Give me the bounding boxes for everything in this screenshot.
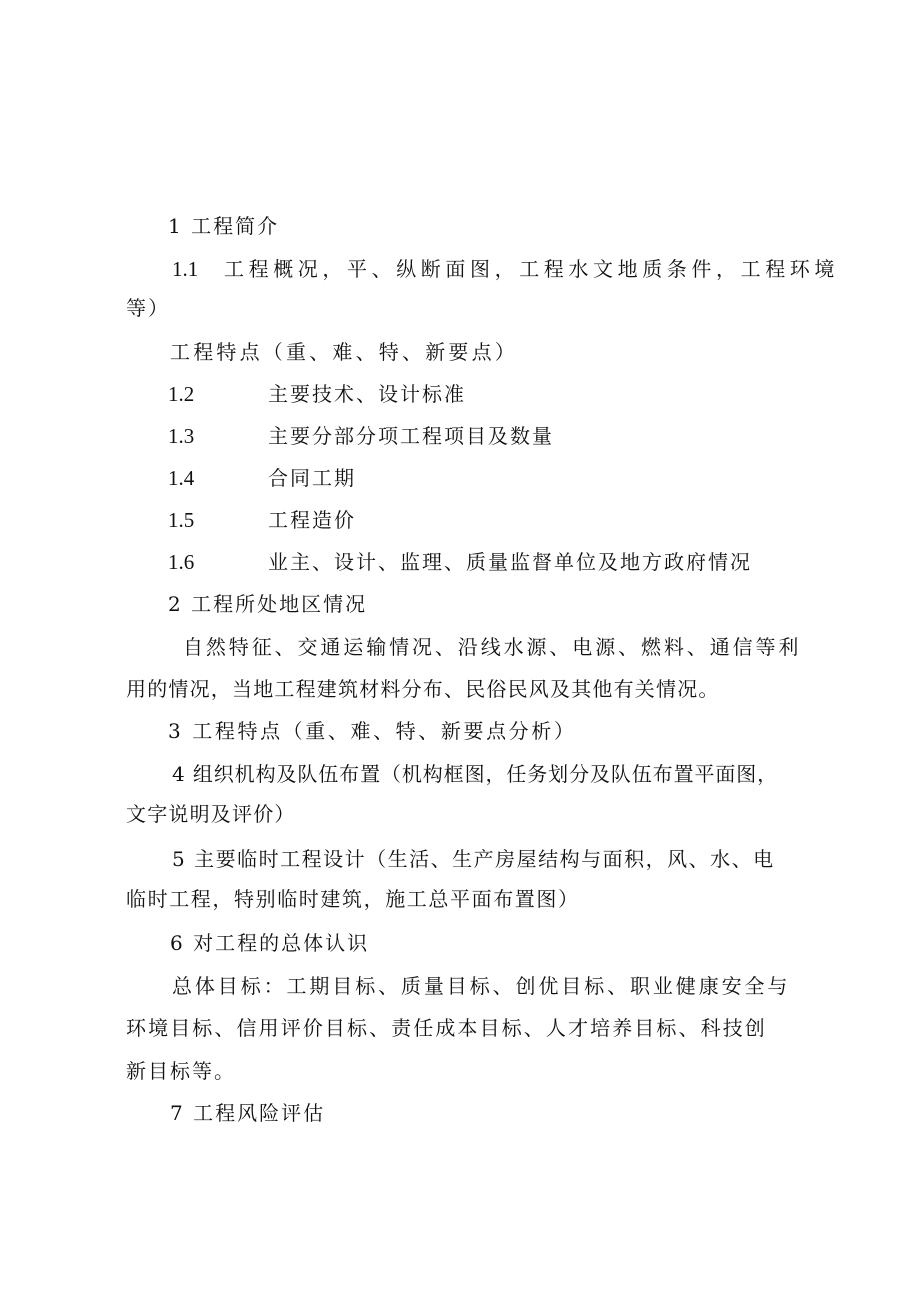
item-text: 合同工期: [268, 466, 356, 490]
section-1-1-text: 工程概况，平、纵断面图，工程水文地质条件，工程环境: [224, 257, 839, 281]
section-4-line-1: 4 组织机构及队伍布置（机构框图，任务划分及队伍布置平面图，: [172, 762, 779, 786]
section-1-heading: 1 工程简介: [168, 214, 280, 238]
section-1-1-line: [172, 255, 839, 283]
section-5-line-2: 临时工程，特别临时建筑，施工总平面布置图）: [126, 887, 580, 911]
item-number: 1.3: [168, 424, 195, 448]
section-2-paragraph-line-1: 自然特征、交通运输情况、沿线水源、电源、燃料、通信等利: [183, 635, 802, 659]
section-6-paragraph-line-2: 环境目标、信用评价目标、责任成本目标、人才培养目标、科技创: [126, 1016, 767, 1040]
item-text: 主要分部分项工程项目及数量: [268, 424, 554, 448]
item-number: 1.2: [168, 382, 195, 406]
item-text: 工程造价: [268, 508, 356, 532]
section-6-heading: 6 对工程的总体认识: [170, 931, 370, 955]
section-7-heading: 7 工程风险评估: [170, 1101, 326, 1125]
list-item: [0, 506, 920, 534]
section-6-paragraph-line-3: 新目标等。: [126, 1059, 236, 1083]
section-1-1-number: 1.1: [172, 257, 199, 281]
item-text: 业主、设计、监理、质量监督单位及地方政府情况: [268, 550, 752, 574]
item-number: 1.4: [168, 466, 195, 490]
section-1-features: 工程特点（重、难、特、新要点）: [170, 340, 518, 364]
section-1-1-continuation: 等）: [126, 296, 170, 320]
list-item: [0, 380, 920, 408]
section-6-paragraph-line-1: 总体目标：工期目标、质量目标、创优目标、职业健康安全与: [172, 974, 791, 998]
section-5-line-1: 5 主要临时工程设计（生活、生产房屋结构与面积，风、水、电: [172, 847, 775, 871]
list-item: [0, 422, 920, 450]
section-2-paragraph-line-2: 用的情况，当地工程建筑材料分布、民俗民风及其他有关情况。: [126, 677, 720, 701]
item-number: 1.6: [168, 550, 195, 574]
list-item: [0, 464, 920, 492]
section-2-heading: 2 工程所处地区情况: [168, 592, 368, 616]
list-item: [0, 548, 920, 576]
section-4-line-2: 文字说明及评价）: [126, 802, 296, 826]
item-text: 主要技术、设计标准: [268, 382, 466, 406]
section-3-heading: 3 工程特点（重、难、特、新要点分析）: [168, 719, 577, 743]
item-number: 1.5: [168, 508, 195, 532]
